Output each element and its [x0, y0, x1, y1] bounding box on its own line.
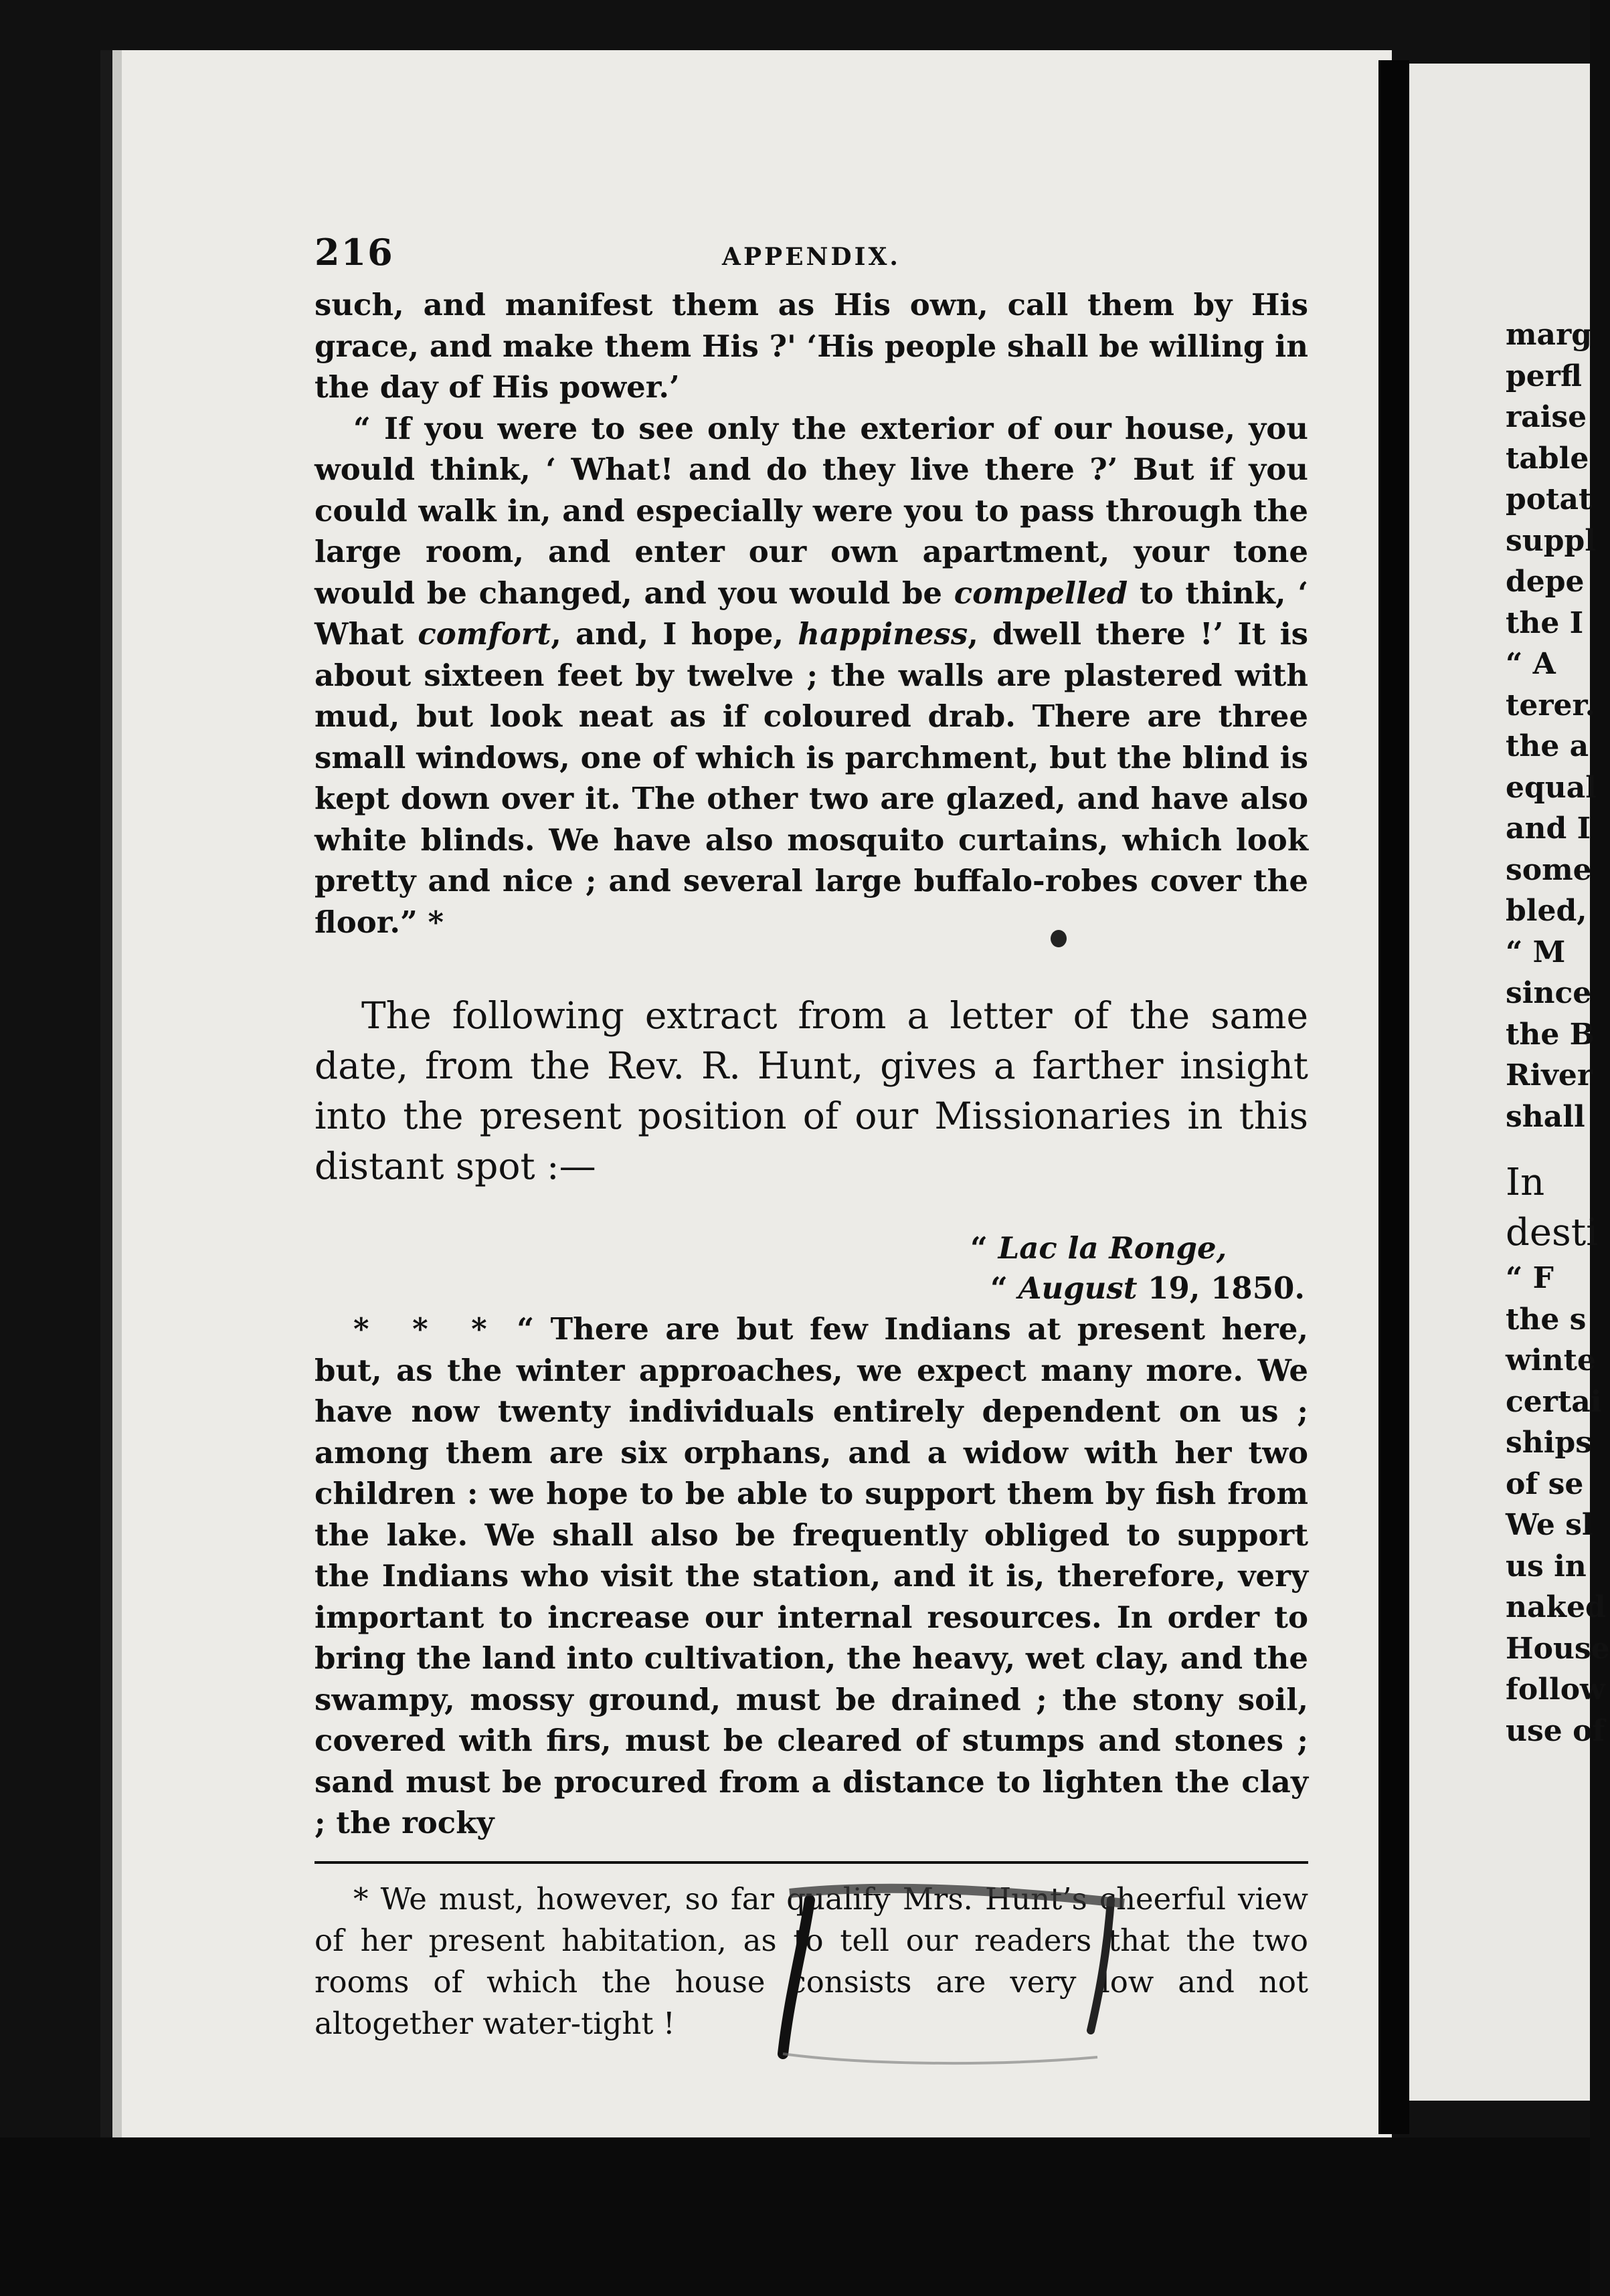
- paragraph-2: [315, 408, 1308, 943]
- facing-page-line: “ M: [1506, 935, 1566, 969]
- facing-page-line: the B: [1506, 1017, 1595, 1052]
- facing-page-line: equal: [1506, 770, 1597, 805]
- facing-page-line: depe: [1506, 565, 1585, 599]
- facing-page-line: of se: [1506, 1466, 1584, 1501]
- facing-page-line: potat: [1506, 482, 1593, 516]
- facing-page-line: bled,: [1506, 894, 1587, 928]
- page-number: 216: [315, 231, 394, 274]
- facing-page-line: table: [1506, 441, 1589, 476]
- footnote-rule: [315, 1861, 1308, 1864]
- facing-page-line: “ F: [1506, 1261, 1554, 1295]
- facing-page-line: perfl: [1506, 359, 1582, 393]
- facing-page-text: [1506, 314, 1610, 1751]
- facing-page-line: use of: [1506, 1713, 1605, 1748]
- facing-page-line: the I: [1506, 605, 1584, 640]
- dateline-place: Lac la Ronge,: [998, 1230, 1227, 1266]
- page-content: [315, 231, 1308, 2044]
- header-title: APPENDIX.: [722, 243, 901, 271]
- facing-page-line: suppl: [1506, 523, 1597, 558]
- dateline-date-line: “ August 19, 1850.: [990, 1270, 1306, 1306]
- facing-page-line: follow: [1506, 1672, 1605, 1707]
- facing-page-line: House: [1506, 1631, 1610, 1666]
- paragraph-2-text: , and, I hope,: [551, 616, 798, 652]
- paragraph-2-text: to think, ‘ What: [315, 575, 1308, 652]
- ink-blot: [1051, 930, 1067, 947]
- paragraph-2-text: , dwell there !’ It is about sixteen feet by twelve ; the walls are plastered with mud, but look neat as if coloured drab. There are three small windows, one of which is parchment, but the blind is kept down over it. The other two are glazed, and have also white blinds. We have also mosquito curtains, which look pretty and nice ; and several large buffalo-robes cover the floor.” *: [315, 616, 1308, 940]
- facing-page-line: marg: [1506, 318, 1593, 352]
- pen-mark: [763, 1887, 1138, 2087]
- facing-page-line: “ A: [1506, 647, 1556, 681]
- facing-page-line: River: [1506, 1058, 1593, 1092]
- facing-page-line: We sl: [1506, 1508, 1593, 1542]
- facing-page-line: winte: [1506, 1343, 1596, 1377]
- facing-page-gap: [1506, 1137, 1590, 1157]
- dateline: [315, 1228, 1308, 1309]
- paragraph-2-text: “ If you were to see only the exterior of our house, you would think, ‘ What! and do they live there ?’ But if you could walk in, and especially were you to pass through the large room, and enter our own apartment, your tone would be changed, and you would be: [315, 410, 1308, 611]
- emphasis-compelled: compelled: [954, 575, 1128, 611]
- facing-page-line: naked: [1506, 1590, 1606, 1624]
- facing-page-line: raise: [1506, 400, 1587, 434]
- facing-page-line: ships: [1506, 1426, 1593, 1460]
- facing-page-line: certai: [1506, 1384, 1602, 1419]
- facing-page-line: and I: [1506, 811, 1591, 846]
- facing-page-line: some: [1506, 852, 1592, 887]
- facing-page-line: shall: [1506, 1099, 1585, 1134]
- dateline-day-year: 19, 1850.: [1137, 1270, 1306, 1306]
- facing-page-line: terer.: [1506, 688, 1595, 723]
- facing-page-heading-line: desti: [1506, 1211, 1599, 1254]
- emphasis-comfort: comfort: [418, 616, 551, 652]
- emphasis-happiness: happiness: [798, 616, 968, 652]
- facing-page-heading-line: In: [1506, 1161, 1545, 1204]
- ellipsis-stars: * * *: [353, 1311, 501, 1347]
- dateline-month: August: [1018, 1270, 1138, 1306]
- letter-paragraph: [315, 1309, 1308, 1844]
- running-head: [315, 231, 1308, 284]
- facing-page-line: us in: [1506, 1549, 1587, 1584]
- footnote: * We must, however, so far qualify Mrs. Hunt’s cheerful view of her present habitation, as to tell our readers that the two rooms of which the house consists are very low and not altogether water-tight !: [315, 1881, 1308, 2041]
- scan-bottom-edge: [0, 2137, 1590, 2296]
- book-gutter: [1378, 60, 1409, 2134]
- facing-page-line: since: [1506, 976, 1592, 1010]
- facing-page-line: the a: [1506, 729, 1589, 763]
- facing-page-line: the s: [1506, 1302, 1587, 1337]
- dateline-place-line: “ Lac la Ronge,: [970, 1230, 1227, 1266]
- letter-text: “ There are but few Indians at present here, but, as the winter approaches, we expect many more. We have now twenty individuals entirely dependent on us ; among them are six orphans, and a widow with her two children : we hope to be able to support them by fish from the lake. We shall also be frequently obliged to support the Indians who visit the station, and it is, therefore, very important to increase our internal resources. In order to bring the land into cultivation, the heavy, wet clay, and the swampy, mossy ground, must be drained ; the stony soil, covered with firs, must be cleared of stumps and stones ; sand must be procured from a distance to lighten the clay ; the rocky: [315, 1311, 1308, 1840]
- paragraph-1: such, and manifest them as His own, call them by His grace, and make them His ?' ‘His people shall be willing in the day of His power.’: [315, 287, 1308, 405]
- intro-paragraph: The following extract from a letter of the same date, from the Rev. R. Hunt, gives a farther insight into the present position of our Missionaries in this distant spot :—: [315, 994, 1308, 1187]
